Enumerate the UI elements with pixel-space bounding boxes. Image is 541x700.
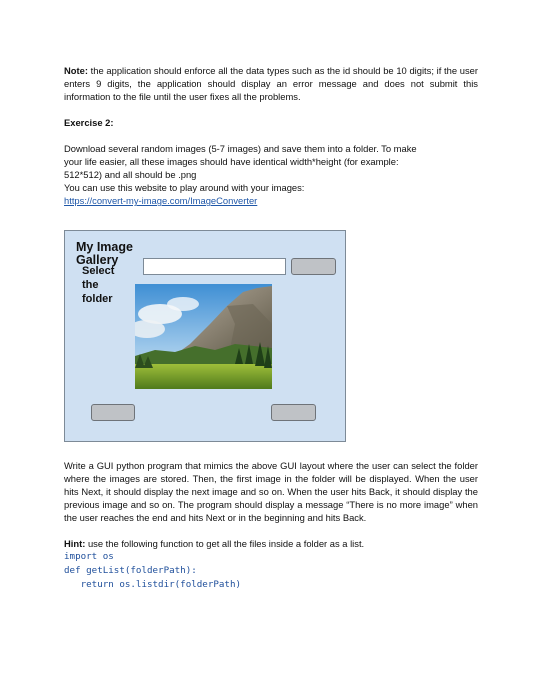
mockup-title: My Image Gallery xyxy=(76,240,133,267)
hint-paragraph xyxy=(64,537,478,550)
next-button[interactable] xyxy=(271,404,316,421)
hint-text: use the following function to get all the files inside a folder as a list. xyxy=(85,538,365,549)
task-section xyxy=(64,459,478,592)
task-paragraph: Write a GUI python program that mimics the above GUI layout where the user can select the folder where the images are stored. Then, the first image in the folder will be displayed. When the user hits Next, it should display the next image and so on. When the user hits Back, it should display the previous image and so on. The program should display a message “There is no more image” when the user reaches the end and hits Next or in the beginning and hits Back. xyxy=(64,460,478,523)
exercise-line-4: You can use this website to play around with your images: xyxy=(64,182,305,193)
exercise-line-3: 512*512) and all should be .png xyxy=(64,169,197,180)
gallery-image xyxy=(135,284,272,389)
folder-path-field[interactable] xyxy=(143,258,286,275)
exercise-line-2: your life easier, all these images should have identical width*height (for example: xyxy=(64,156,399,167)
code-line-3: return os.listdir(folderPath) xyxy=(64,579,242,590)
code-line-1: import os xyxy=(64,551,114,562)
mountain-landscape-image xyxy=(135,284,272,389)
note-label: Note: xyxy=(64,65,88,76)
select-folder-label: Select the folder xyxy=(82,265,115,305)
gallery-mockup xyxy=(64,230,346,442)
note-text: the application should enforce all the data types such as the id should be 10 digits; if the user enters 9 digits, the application should display an error message and does not submit this information to the file until the user fixes all the problems. xyxy=(64,65,478,102)
code-line-2: def getList(folderPath): xyxy=(64,565,197,576)
converter-link[interactable]: https://convert-my-image.com/ImageConverter xyxy=(64,195,258,206)
document-body xyxy=(64,64,478,207)
note-paragraph xyxy=(64,64,478,103)
code-block xyxy=(64,550,478,592)
hint-label: Hint: xyxy=(64,538,86,549)
browse-button[interactable] xyxy=(291,258,336,275)
exercise-line-1: Download several random images (5-7 images) and save them into a folder. To make xyxy=(64,143,417,154)
exercise-heading: Exercise 2: xyxy=(64,117,114,128)
back-button[interactable] xyxy=(91,404,135,421)
